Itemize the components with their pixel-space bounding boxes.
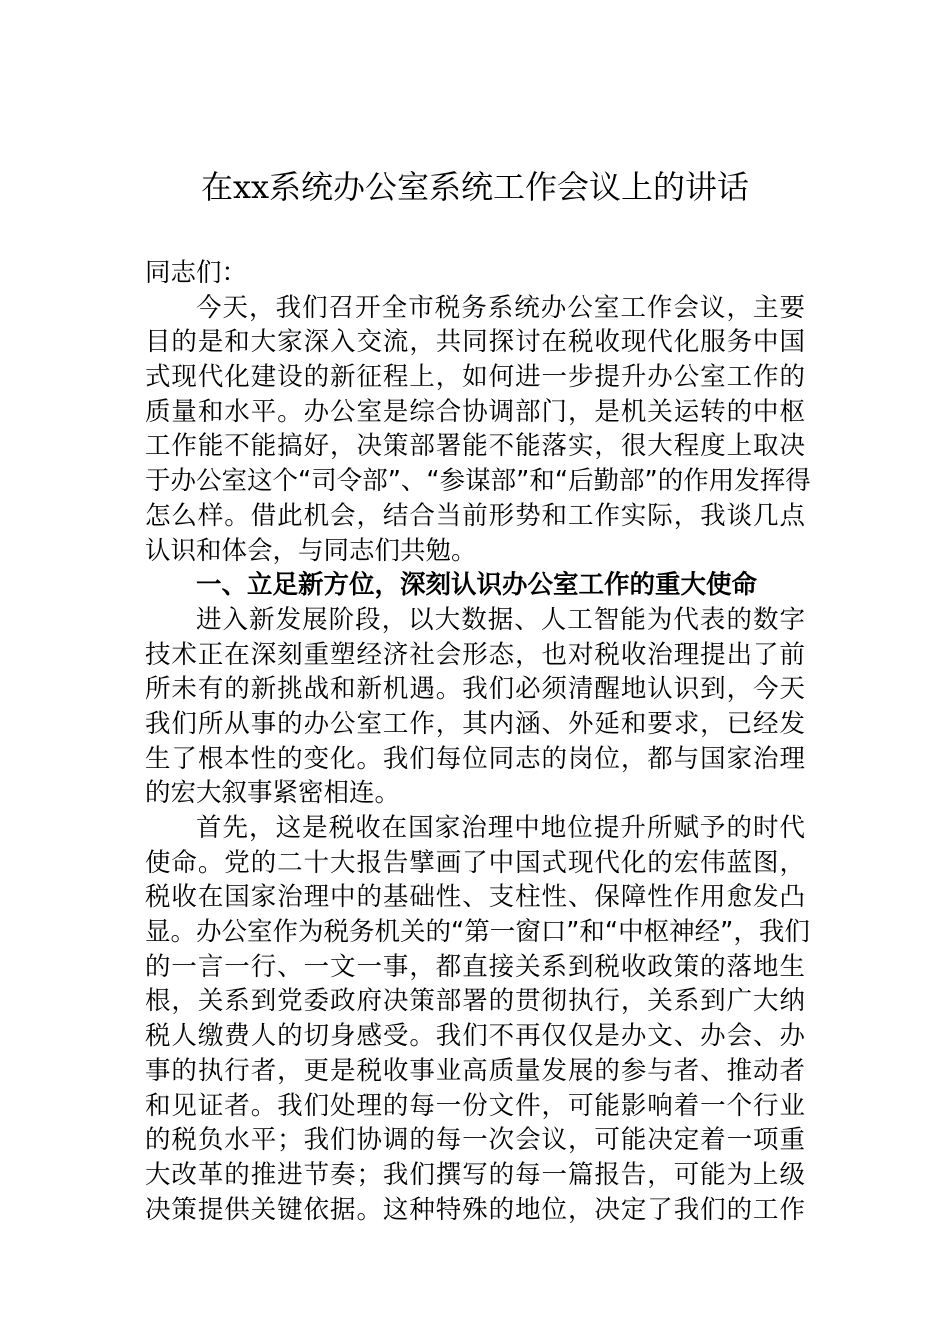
section-heading xyxy=(145,568,805,603)
text-line: 进入新发展阶段，以大数据、人工智能为代表的数字 xyxy=(196,604,805,635)
text-line: 认识和体会，与同志们共勉。 xyxy=(145,535,477,566)
salutation xyxy=(145,256,805,291)
text-line: 的宏大叙事紧密相连。 xyxy=(145,778,401,809)
text-line: 大改革的推进节奏；我们撰写的每一篇报告，可能为上级 xyxy=(145,1159,805,1190)
text-line: 技术正在深刻重塑经济社会形态，也对税收治理提出了前 xyxy=(145,639,805,670)
text-line: 工作能不能搞好，决策部署能不能落实，很大程度上取决 xyxy=(145,431,805,462)
paragraph xyxy=(145,291,811,569)
text-line: 决策提供关键依据。这种特殊的地位，决定了我们的工作 xyxy=(145,1194,805,1225)
document-body xyxy=(145,256,811,1227)
text-line: 生了根本性的变化。我们每位同志的岗位，都与国家治理 xyxy=(145,743,805,774)
text-line: 一、立足新方位，深刻认识办公室工作的重大使命 xyxy=(196,570,758,601)
text-line: 显。办公室作为税务机关的“第一窗口”和“中枢神经”，我们 xyxy=(145,917,810,948)
document-title: 在xx系统办公室系统工作会议上的讲话 xyxy=(200,168,750,206)
text-line: 根，关系到党委政府决策部署的贯彻执行，关系到广大纳 xyxy=(145,986,805,1017)
text-line: 于办公室这个“司令部”、“参谋部”和“后勤部”的作用发挥得 xyxy=(145,466,811,497)
text-line: 我们所从事的办公室工作，其内涵、外延和要求，已经发 xyxy=(145,708,805,739)
text-line: 税人缴费人的切身感受。我们不再仅仅是办文、办会、办 xyxy=(145,1021,805,1052)
text-line: 式现代化建设的新征程上，如何进一步提升办公室工作的 xyxy=(145,362,805,393)
text-line: 所未有的新挑战和新机遇。我们必须清醒地认识到，今天 xyxy=(145,674,805,705)
text-line: 今天，我们召开全市税务系统办公室工作会议，主要 xyxy=(196,292,805,323)
text-line: 税收在国家治理中的基础性、支柱性、保障性作用愈发凸 xyxy=(145,882,805,913)
paragraph xyxy=(145,603,805,811)
paragraph xyxy=(145,811,810,1227)
text-line: 使命。党的二十大报告擘画了中国式现代化的宏伟蓝图， xyxy=(145,847,805,878)
text-line: 怎么样。借此机会，结合当前形势和工作实际，我谈几点 xyxy=(145,500,805,531)
text-line: 和见证者。我们处理的每一份文件，可能影响着一个行业 xyxy=(145,1090,805,1121)
text-line: 同志们： xyxy=(145,258,248,288)
text-line: 事的执行者，更是税收事业高质量发展的参与者、推动者 xyxy=(145,1055,805,1086)
text-line: 首先，这是税收在国家治理中地位提升所赋予的时代 xyxy=(196,813,805,843)
text-line: 质量和水平。办公室是综合协调部门，是机关运转的中枢 xyxy=(145,396,805,427)
text-line: 的一言一行、一文一事，都直接关系到税收政策的落地生 xyxy=(145,951,805,982)
text-line: 目的是和大家深入交流，共同探讨在税收现代化服务中国 xyxy=(145,327,805,358)
text-line: 的税负水平；我们协调的每一次会议，可能决定着一项重 xyxy=(145,1125,805,1156)
